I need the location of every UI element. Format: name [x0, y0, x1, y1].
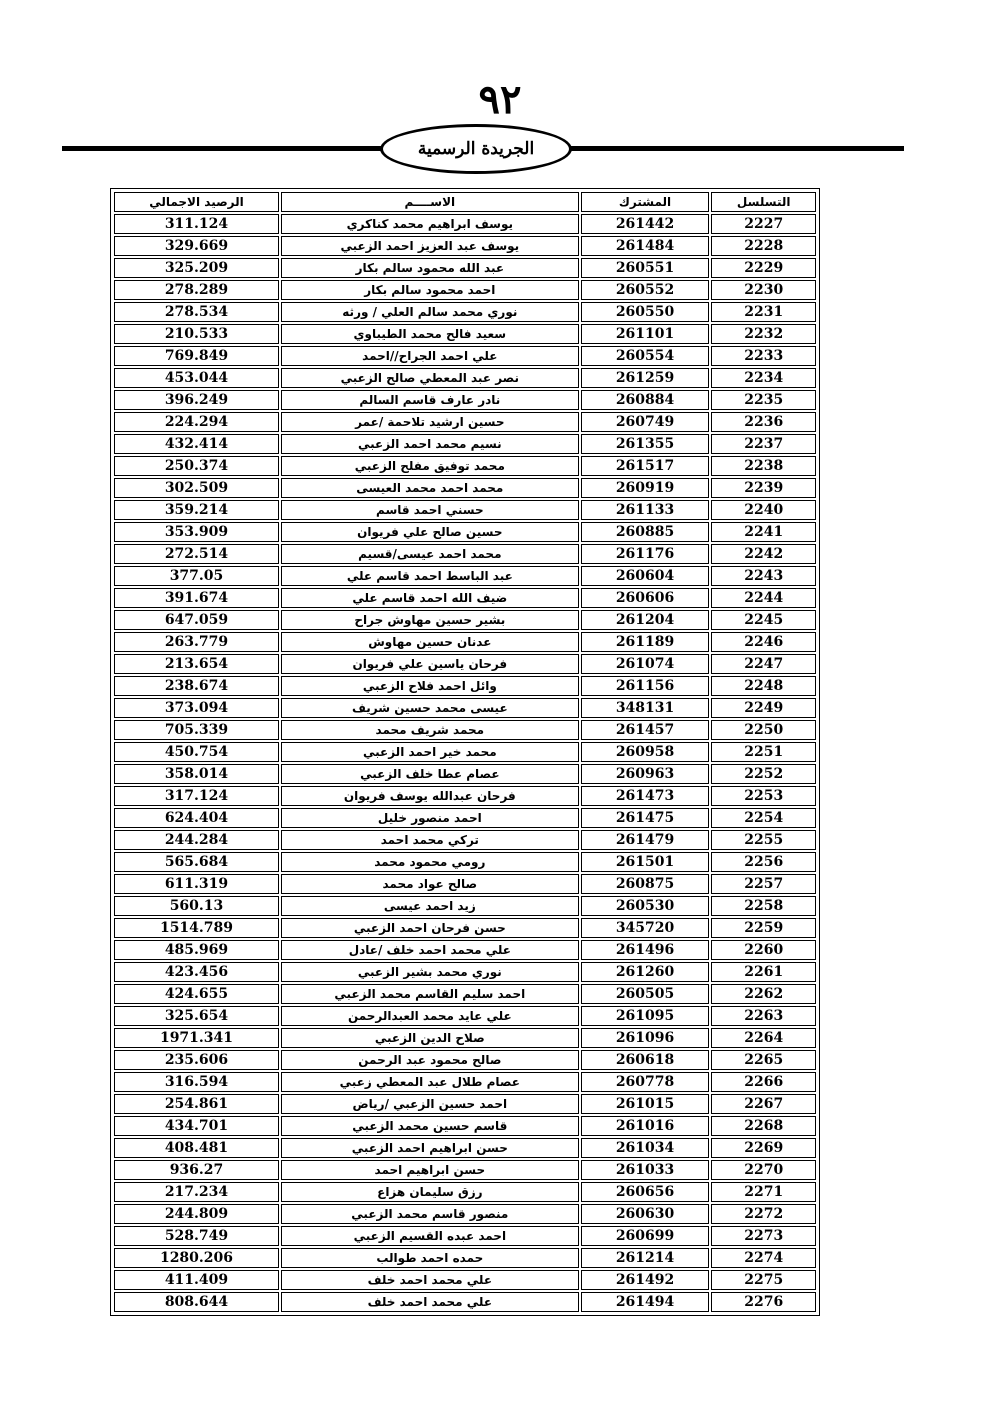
cell-balance: 434.701: [114, 1116, 279, 1136]
cell-balance: 317.124: [114, 786, 279, 806]
cell-subscriber: 348131: [581, 698, 710, 718]
cell-subscriber: 261475: [581, 808, 710, 828]
cell-balance: 1280.206: [114, 1248, 279, 1268]
cell-name: وائل احمد فلاح الزعبي: [281, 676, 579, 696]
cell-subscriber: 260919: [581, 478, 710, 498]
cell-serial: 2253: [711, 786, 816, 806]
cell-balance: 423.456: [114, 962, 279, 982]
cell-subscriber: 260875: [581, 874, 710, 894]
cell-name: عيسى محمد حسين شريف: [281, 698, 579, 718]
cell-subscriber: 261442: [581, 214, 710, 234]
cell-balance: 329.669: [114, 236, 279, 256]
cell-name: نادر عارف قاسم السالم: [281, 390, 579, 410]
cell-serial: 2232: [711, 324, 816, 344]
cell-serial: 2264: [711, 1028, 816, 1048]
cell-balance: 936.27: [114, 1160, 279, 1180]
cell-subscriber: 260699: [581, 1226, 710, 1246]
cell-subscriber: 260778: [581, 1072, 710, 1092]
table-row: [114, 1050, 816, 1070]
header-subscriber: المشترك: [581, 192, 710, 212]
cell-serial: 2274: [711, 1248, 816, 1268]
cell-serial: 2246: [711, 632, 816, 652]
cell-name: نوري محمد بشير الزعبي: [281, 962, 579, 982]
table-row: [114, 566, 816, 586]
cell-name: احمد سليم القاسم محمد الزعبي: [281, 984, 579, 1004]
cell-name: حسن ابراهيم احمد: [281, 1160, 579, 1180]
cell-balance: 453.044: [114, 368, 279, 388]
cell-name: رومي محمود محمد: [281, 852, 579, 872]
cell-balance: 278.289: [114, 280, 279, 300]
cell-serial: 2250: [711, 720, 816, 740]
table-row: [114, 478, 816, 498]
table-row: [114, 786, 816, 806]
table-row: [114, 1182, 816, 1202]
table-row: [114, 830, 816, 850]
cell-subscriber: 261095: [581, 1006, 710, 1026]
cell-serial: 2233: [711, 346, 816, 366]
cell-balance: 311.124: [114, 214, 279, 234]
cell-balance: 359.214: [114, 500, 279, 520]
cell-name: علي احمد الجراح//احمد: [281, 346, 579, 366]
table-row: [114, 676, 816, 696]
cell-serial: 2236: [711, 412, 816, 432]
cell-serial: 2231: [711, 302, 816, 322]
cell-name: محمد احمد محمد العيسى: [281, 478, 579, 498]
table-row: [114, 698, 816, 718]
cell-serial: 2260: [711, 940, 816, 960]
cell-name: محمد توفيق مفلح الزعبي: [281, 456, 579, 476]
cell-balance: 411.409: [114, 1270, 279, 1290]
cell-name: صالح محمود عبد الرحمن: [281, 1050, 579, 1070]
cell-balance: 244.809: [114, 1204, 279, 1224]
cell-balance: 353.909: [114, 522, 279, 542]
cell-subscriber: 260550: [581, 302, 710, 322]
cell-balance: 1971.341: [114, 1028, 279, 1048]
cell-subscriber: 261501: [581, 852, 710, 872]
cell-name: احمد حسين الزعبي /رياض: [281, 1094, 579, 1114]
cell-balance: 238.674: [114, 676, 279, 696]
cell-balance: 391.674: [114, 588, 279, 608]
cell-subscriber: 261015: [581, 1094, 710, 1114]
cell-subscriber: 261355: [581, 434, 710, 454]
cell-balance: 316.594: [114, 1072, 279, 1092]
table-row: [114, 544, 816, 564]
table-row: [114, 896, 816, 916]
cell-serial: 2244: [711, 588, 816, 608]
cell-balance: 1514.789: [114, 918, 279, 938]
cell-balance: 408.481: [114, 1138, 279, 1158]
table-row: [114, 940, 816, 960]
cell-serial: 2272: [711, 1204, 816, 1224]
cell-serial: 2240: [711, 500, 816, 520]
cell-serial: 2268: [711, 1116, 816, 1136]
cell-balance: 705.339: [114, 720, 279, 740]
cell-subscriber: 260885: [581, 522, 710, 542]
cell-subscriber: 261259: [581, 368, 710, 388]
cell-subscriber: 261494: [581, 1292, 710, 1312]
cell-name: علي محمد احمد خلف: [281, 1292, 579, 1312]
cell-balance: 278.534: [114, 302, 279, 322]
table-row: [114, 324, 816, 344]
cell-name: حمده احمد طوالب: [281, 1248, 579, 1268]
cell-name: عصام طلال عبد المعطي زعبي: [281, 1072, 579, 1092]
cell-serial: 2275: [711, 1270, 816, 1290]
cell-name: حسين صالح علي فريوان: [281, 522, 579, 542]
cell-name: حسن ابراهيم احمد الزعبي: [281, 1138, 579, 1158]
cell-name: محمد خير احمد الزعبي: [281, 742, 579, 762]
cell-serial: 2243: [711, 566, 816, 586]
cell-name: يوسف عبد العزيز احمد الزعبي: [281, 236, 579, 256]
table-row: [114, 984, 816, 1004]
cell-name: عبد الله محمود سالم بكار: [281, 258, 579, 278]
cell-serial: 2234: [711, 368, 816, 388]
cell-name: يوسف ابراهيم محمد كناكري: [281, 214, 579, 234]
journal-masthead: [380, 124, 572, 174]
table-row: [114, 1160, 816, 1180]
cell-subscriber: 260554: [581, 346, 710, 366]
table-row: [114, 1248, 816, 1268]
cell-balance: 560.13: [114, 896, 279, 916]
cell-name: ضيف الله احمد قاسم علي: [281, 588, 579, 608]
cell-serial: 2254: [711, 808, 816, 828]
cell-subscriber: 345720: [581, 918, 710, 938]
cell-balance: 358.014: [114, 764, 279, 784]
table-row: [114, 742, 816, 762]
cell-balance: 244.284: [114, 830, 279, 850]
cell-balance: 565.684: [114, 852, 279, 872]
cell-balance: 210.533: [114, 324, 279, 344]
cell-subscriber: 260656: [581, 1182, 710, 1202]
cell-name: بشير حسين مهاوش جراح: [281, 610, 579, 630]
cell-balance: 611.319: [114, 874, 279, 894]
cell-subscriber: 261204: [581, 610, 710, 630]
cell-subscriber: 261457: [581, 720, 710, 740]
cell-name: زيد احمد عيسى: [281, 896, 579, 916]
cell-subscriber: 261016: [581, 1116, 710, 1136]
table-row: [114, 1116, 816, 1136]
cell-subscriber: 261096: [581, 1028, 710, 1048]
cell-balance: 235.606: [114, 1050, 279, 1070]
cell-subscriber: 261517: [581, 456, 710, 476]
cell-balance: 217.234: [114, 1182, 279, 1202]
table-header-row: [114, 192, 816, 212]
cell-serial: 2273: [711, 1226, 816, 1246]
cell-balance: 769.849: [114, 346, 279, 366]
table-row: [114, 764, 816, 784]
cell-serial: 2271: [711, 1182, 816, 1202]
cell-name: علي محمد احمد خلف /عادل: [281, 940, 579, 960]
table-row: [114, 808, 816, 828]
cell-serial: 2239: [711, 478, 816, 498]
cell-serial: 2248: [711, 676, 816, 696]
table-row: [114, 588, 816, 608]
cell-subscriber: 260606: [581, 588, 710, 608]
table-row: [114, 874, 816, 894]
cell-name: احمد عبده القسيم الزعبي: [281, 1226, 579, 1246]
cell-subscriber: 261034: [581, 1138, 710, 1158]
cell-subscriber: 260505: [581, 984, 710, 1004]
page-number: ٩٢: [478, 76, 522, 123]
table-row: [114, 302, 816, 322]
cell-serial: 2235: [711, 390, 816, 410]
table-row: [114, 522, 816, 542]
cell-serial: 2276: [711, 1292, 816, 1312]
table-row: [114, 390, 816, 410]
cell-serial: 2251: [711, 742, 816, 762]
cell-serial: 2249: [711, 698, 816, 718]
cell-subscriber: 260551: [581, 258, 710, 278]
cell-subscriber: 261492: [581, 1270, 710, 1290]
table-row: [114, 610, 816, 630]
cell-balance: 263.779: [114, 632, 279, 652]
cell-name: نصر عبد المعطي صالح الزعبي: [281, 368, 579, 388]
table-row: [114, 258, 816, 278]
cell-subscriber: 261156: [581, 676, 710, 696]
table-row: [114, 632, 816, 652]
table-row: [114, 918, 816, 938]
cell-subscriber: 261074: [581, 654, 710, 674]
cell-subscriber: 261479: [581, 830, 710, 850]
cell-serial: 2266: [711, 1072, 816, 1092]
cell-name: عبد الباسط احمد قاسم علي: [281, 566, 579, 586]
table-row: [114, 1138, 816, 1158]
cell-serial: 2237: [711, 434, 816, 454]
cell-name: محمد احمد عيسى/قسيم: [281, 544, 579, 564]
cell-name: حسن فرحان احمد الزعبي: [281, 918, 579, 938]
cell-name: تركي محمد احمد: [281, 830, 579, 850]
cell-name: حسين ارشيد تلاحمة /عمر: [281, 412, 579, 432]
cell-balance: 250.374: [114, 456, 279, 476]
table-row: [114, 1292, 816, 1312]
cell-serial: 2265: [711, 1050, 816, 1070]
cell-name: علي محمد احمد خلف: [281, 1270, 579, 1290]
cell-subscriber: 261176: [581, 544, 710, 564]
table-row: [114, 1094, 816, 1114]
cell-subscriber: 260552: [581, 280, 710, 300]
table-row: [114, 434, 816, 454]
table-row: [114, 456, 816, 476]
cell-serial: 2230: [711, 280, 816, 300]
cell-serial: 2252: [711, 764, 816, 784]
cell-subscriber: 261484: [581, 236, 710, 256]
cell-subscriber: 260884: [581, 390, 710, 410]
table-row: [114, 500, 816, 520]
cell-balance: 325.654: [114, 1006, 279, 1026]
cell-serial: 2242: [711, 544, 816, 564]
cell-subscriber: 261033: [581, 1160, 710, 1180]
cell-name: احمد منصور خليل: [281, 808, 579, 828]
cell-name: نوري محمد سالم العلي / ورثه: [281, 302, 579, 322]
table-row: [114, 368, 816, 388]
subscriber-balance-table: [110, 188, 820, 1316]
cell-serial: 2256: [711, 852, 816, 872]
cell-balance: 325.209: [114, 258, 279, 278]
table-row: [114, 1270, 816, 1290]
cell-balance: 272.514: [114, 544, 279, 564]
table-row: [114, 962, 816, 982]
cell-subscriber: 261214: [581, 1248, 710, 1268]
cell-serial: 2263: [711, 1006, 816, 1026]
table-row: [114, 720, 816, 740]
cell-balance: 377.05: [114, 566, 279, 586]
cell-serial: 2227: [711, 214, 816, 234]
table-row: [114, 1028, 816, 1048]
cell-balance: 224.294: [114, 412, 279, 432]
cell-serial: 2229: [711, 258, 816, 278]
table-row: [114, 346, 816, 366]
cell-subscriber: 261473: [581, 786, 710, 806]
cell-serial: 2262: [711, 984, 816, 1004]
cell-balance: 424.655: [114, 984, 279, 1004]
cell-balance: 647.059: [114, 610, 279, 630]
cell-serial: 2270: [711, 1160, 816, 1180]
table-row: [114, 214, 816, 234]
cell-serial: 2258: [711, 896, 816, 916]
table-row: [114, 280, 816, 300]
cell-name: عصام عطا خلف الزعبي: [281, 764, 579, 784]
cell-subscriber: 261189: [581, 632, 710, 652]
cell-serial: 2247: [711, 654, 816, 674]
cell-name: نسيم محمد احمد الزعبي: [281, 434, 579, 454]
cell-name: سعيد فالح محمد الطيباوي: [281, 324, 579, 344]
cell-balance: 624.404: [114, 808, 279, 828]
cell-name: حسني احمد قاسم: [281, 500, 579, 520]
cell-name: صالح عواد محمد: [281, 874, 579, 894]
cell-balance: 254.861: [114, 1094, 279, 1114]
table-row: [114, 412, 816, 432]
table-row: [114, 1226, 816, 1246]
cell-subscriber: 261260: [581, 962, 710, 982]
cell-name: عدنان حسين مهاوش: [281, 632, 579, 652]
table-row: [114, 654, 816, 674]
cell-balance: 808.644: [114, 1292, 279, 1312]
cell-subscriber: 260604: [581, 566, 710, 586]
cell-name: منصور قاسم محمد الزعبي: [281, 1204, 579, 1224]
cell-name: فرحان ياسين علي فريوان: [281, 654, 579, 674]
cell-serial: 2261: [711, 962, 816, 982]
cell-balance: 485.969: [114, 940, 279, 960]
cell-subscriber: 260749: [581, 412, 710, 432]
cell-name: محمد شريف محمد: [281, 720, 579, 740]
cell-subscriber: 261101: [581, 324, 710, 344]
header-name: الاســــم: [281, 192, 579, 212]
cell-subscriber: 261133: [581, 500, 710, 520]
cell-subscriber: 261496: [581, 940, 710, 960]
cell-balance: 396.249: [114, 390, 279, 410]
cell-name: فرحان عبدالله يوسف فريوان: [281, 786, 579, 806]
cell-name: رزق سليمان هزاع: [281, 1182, 579, 1202]
cell-serial: 2241: [711, 522, 816, 542]
cell-serial: 2257: [711, 874, 816, 894]
header-serial: التسلسل: [711, 192, 816, 212]
table-row: [114, 236, 816, 256]
cell-subscriber: 260630: [581, 1204, 710, 1224]
cell-balance: 450.754: [114, 742, 279, 762]
cell-serial: 2269: [711, 1138, 816, 1158]
table-row: [114, 1072, 816, 1092]
table-row: [114, 1204, 816, 1224]
header-balance: الرصيد الاجمالي: [114, 192, 279, 212]
cell-balance: 213.654: [114, 654, 279, 674]
cell-balance: 373.094: [114, 698, 279, 718]
cell-serial: 2255: [711, 830, 816, 850]
cell-name: احمد محمود سالم بكار: [281, 280, 579, 300]
cell-name: صلاح الدين الزعبي: [281, 1028, 579, 1048]
cell-serial: 2267: [711, 1094, 816, 1114]
cell-serial: 2245: [711, 610, 816, 630]
journal-title: الجريدة الرسمية: [417, 139, 535, 159]
cell-balance: 432.414: [114, 434, 279, 454]
cell-serial: 2238: [711, 456, 816, 476]
cell-balance: 528.749: [114, 1226, 279, 1246]
cell-subscriber: 260958: [581, 742, 710, 762]
cell-balance: 302.509: [114, 478, 279, 498]
cell-serial: 2259: [711, 918, 816, 938]
cell-subscriber: 260963: [581, 764, 710, 784]
table-row: [114, 1006, 816, 1026]
table-row: [114, 852, 816, 872]
cell-name: قاسم حسين محمد الزعبي: [281, 1116, 579, 1136]
cell-serial: 2228: [711, 236, 816, 256]
cell-name: علي عايد محمد العبدالرحمن: [281, 1006, 579, 1026]
cell-subscriber: 260618: [581, 1050, 710, 1070]
cell-subscriber: 260530: [581, 896, 710, 916]
